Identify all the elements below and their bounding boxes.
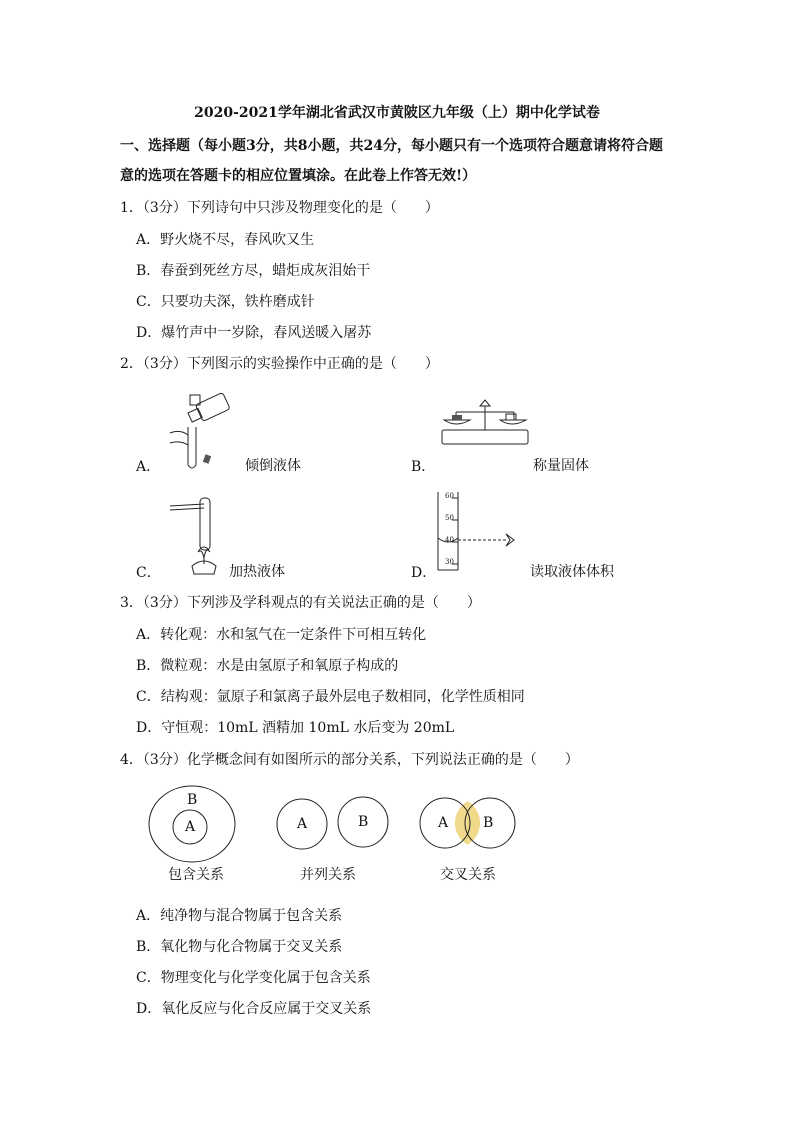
q1-option-d: D．爆竹声中一岁除，春风送暖入屠苏 xyxy=(136,325,372,341)
tick-label-30: 30 xyxy=(445,558,454,566)
q2-option-a-letter: A． xyxy=(136,459,161,475)
balance-illustration xyxy=(436,390,536,450)
q4-option-a: A．纯净物与混合物属于包含关系 xyxy=(136,908,343,924)
tick-label-50: 50 xyxy=(445,514,454,522)
tick-label-60: 60 xyxy=(445,492,454,500)
q1-option-a: A．野火烧不尽，春风吹又生 xyxy=(136,232,315,248)
q3-option-a: A．转化观：水和氢气在一定条件下可相互转化 xyxy=(136,627,427,643)
caption-inclusion: 包含关系 xyxy=(168,867,224,883)
section-heading-line1: 一、选择题（每小题3分，共8小题，共24分，每小题只有一个选项符合题意请将符合题 xyxy=(120,138,663,154)
section-heading-line2: 意的选项在答题卡的相应位置填涂。在此卷上作答无效!） xyxy=(120,168,477,184)
question-1-stem: 1．（3分）下列诗句中只涉及物理变化的是（ ） xyxy=(120,200,439,216)
caption-intersection: 交叉关系 xyxy=(440,867,496,883)
q3-option-b: B．微粒观：水是由氢原子和氧原子构成的 xyxy=(136,658,399,674)
diagram-label-b-parallel: B xyxy=(358,814,369,830)
q1-option-c: C．只要功夫深，铁杵磨成针 xyxy=(136,294,315,310)
q4-option-d: D．氧化反应与化合反应属于交叉关系 xyxy=(136,1001,372,1017)
q2-option-b-caption: 称量固体 xyxy=(533,458,589,474)
q2-option-c-caption: 加热液体 xyxy=(229,564,285,580)
q1-option-b: B．春蚕到死丝方尽，蜡炬成灰泪始干 xyxy=(136,263,371,279)
diagram-label-b-cross: B xyxy=(483,815,494,831)
question-3-stem: 3．（3分）下列涉及学科观点的有关说法正确的是（ ） xyxy=(120,595,481,611)
question-4-stem: 4．（3分）化学概念间有如图所示的部分关系，下列说法正确的是（ ） xyxy=(120,752,579,768)
question-2-stem: 2．（3分）下列图示的实验操作中正确的是（ ） xyxy=(120,356,439,372)
q4-option-b: B．氧化物与化合物属于交叉关系 xyxy=(136,939,343,955)
heating-liquid-illustration xyxy=(168,492,228,577)
tick-label-40: 40 xyxy=(445,536,454,544)
q4-option-c: C．物理变化与化学变化属于包含关系 xyxy=(136,970,371,986)
q3-option-c: C．结构观：氩原子和氯离子最外层电子数相同，化学性质相同 xyxy=(136,689,525,705)
diagram-label-a-inner: A xyxy=(185,819,196,835)
page-title: 2020-2021学年湖北省武汉市黄陂区九年级（上）期中化学试卷 xyxy=(194,105,600,121)
q2-option-a-caption: 倾倒液体 xyxy=(245,458,301,474)
intersection-region xyxy=(455,801,480,844)
diagram-label-a-cross: A xyxy=(438,815,449,831)
pour-liquid-illustration xyxy=(160,385,240,470)
q2-option-c-letter: C． xyxy=(136,565,161,581)
q2-option-b-letter: B． xyxy=(411,459,436,475)
q3-option-d: D．守恒观：10mL 酒精加 10mL 水后变为 20mL xyxy=(136,720,455,736)
diagram-label-a-parallel: A xyxy=(297,816,308,832)
caption-parallel: 并列关系 xyxy=(300,867,356,883)
q2-option-d-letter: D． xyxy=(411,565,437,581)
q2-option-d-caption: 读取液体体积 xyxy=(530,564,614,580)
diagram-label-b-outer: B xyxy=(187,792,198,808)
